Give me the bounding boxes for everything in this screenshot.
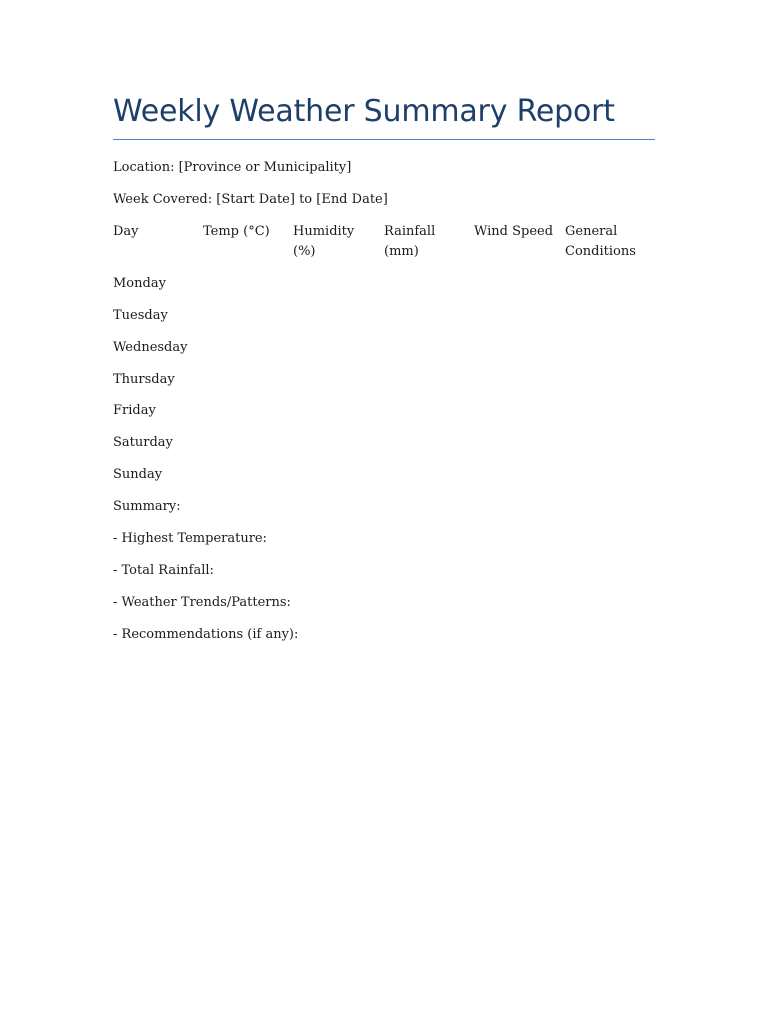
- day-row-saturday: Saturday: [113, 435, 173, 450]
- header-humidity-unit: (%): [293, 244, 316, 259]
- table-header: [113, 222, 655, 264]
- header-rainfall: [384, 222, 470, 262]
- header-rainfall-label: Rainfall: [384, 224, 436, 239]
- day-row-tuesday: Tuesday: [113, 308, 168, 323]
- summary-weather-trends: - Weather Trends/Patterns:: [113, 595, 291, 610]
- header-day-label: Day: [113, 224, 139, 239]
- day-row-wednesday: Wednesday: [113, 340, 188, 355]
- day-row-thursday: Thursday: [113, 372, 175, 387]
- location-line: Location: [Province or Municipality]: [113, 160, 352, 175]
- header-general-label: General: [565, 224, 618, 239]
- summary-recommendations: - Recommendations (if any):: [113, 627, 299, 642]
- document-title: Weekly Weather Summary Report: [113, 94, 615, 129]
- header-wind-speed-label: Wind Speed: [474, 224, 554, 239]
- header-humidity: [293, 222, 379, 262]
- week-covered-line: Week Covered: [Start Date] to [End Date]: [113, 192, 388, 207]
- header-general-conditions: [565, 222, 651, 262]
- header-day: [113, 222, 199, 242]
- day-row-monday: Monday: [113, 276, 166, 291]
- title-underline: [113, 139, 655, 140]
- header-temp-label: Temp (°C): [203, 224, 270, 239]
- summary-highest-temperature: - Highest Temperature:: [113, 531, 267, 546]
- day-row-friday: Friday: [113, 403, 156, 418]
- day-row-sunday: Sunday: [113, 467, 163, 482]
- header-conditions-label: Conditions: [565, 244, 636, 259]
- summary-heading: Summary:: [113, 499, 181, 514]
- summary-total-rainfall: - Total Rainfall:: [113, 563, 214, 578]
- header-rainfall-unit: (mm): [384, 244, 419, 259]
- header-wind-speed: [474, 222, 560, 242]
- header-temp: [203, 222, 289, 242]
- header-humidity-label: Humidity: [293, 224, 355, 239]
